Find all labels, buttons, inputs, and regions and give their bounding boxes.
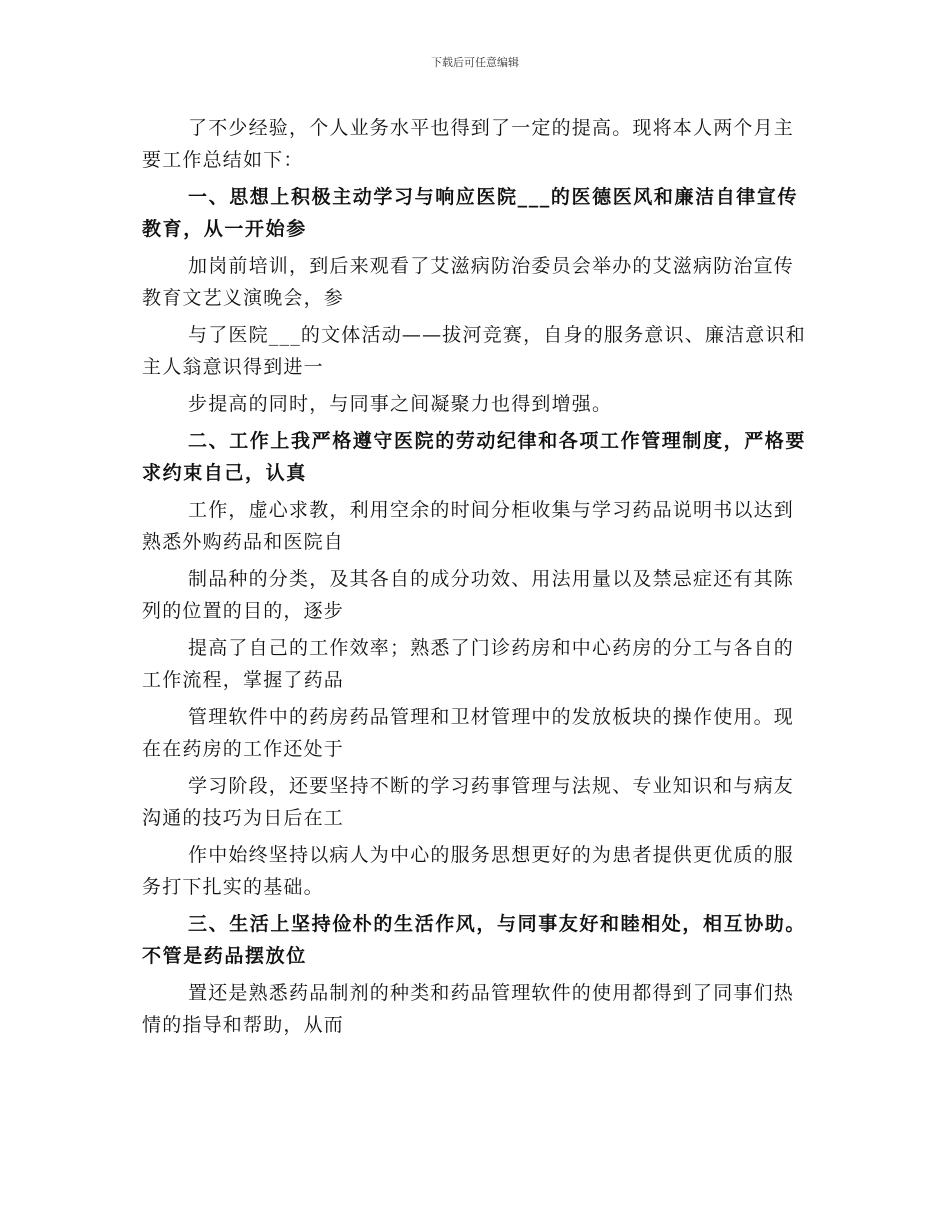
paragraph: 工作，虚心求教，利用空余的时间分柜收集与学习药品说明书以达到熟悉外购药品和医院自: [142, 499, 795, 553]
section-heading-paragraph: 三、生活上坚持俭朴的生活作风，与同事友好和睦相处，相互协助。不管是药品摆放位: [142, 913, 807, 967]
paragraph: 作中始终坚持以病人为中心的服务思想更好的为患者提供更优质的服务打下扎实的基础。: [142, 844, 795, 898]
paragraph: 了不少经验，个人业务水平也得到了一定的提高。现将本人两个月主要工作总结如下：: [142, 117, 795, 171]
paragraph: 与了医院___的文体活动——拔河竞赛，自身的服务意识、廉洁意识和主人翁意识得到进一: [142, 324, 806, 378]
page-header: 下载后可任意编辑: [431, 56, 519, 69]
paragraph: 制品种的分类，及其各自的成分功效、用法用量以及禁忌症还有其陈列的位置的目的，逐步: [142, 568, 795, 622]
paragraph: 步提高的同时，与同事之间凝聚力也得到增强。: [188, 393, 613, 415]
paragraph: 加岗前培训，到后来观看了艾滋病防治委员会举办的艾滋病防治宣传教育文艺义演晚会，参: [142, 255, 795, 309]
paragraph: 置还是熟悉药品制剂的种类和药品管理软件的使用都得到了同事们热情的指导和帮助，从而: [142, 982, 795, 1036]
paragraph: 提高了自己的工作效率；熟悉了门诊药房和中心药房的分工与各自的工作流程，掌握了药品: [142, 637, 795, 691]
paragraph: 管理软件中的药房药品管理和卫材管理中的发放板块的操作使用。现在在药房的工作还处于: [142, 706, 795, 760]
document-body: [142, 112, 814, 1046]
section-heading-paragraph: 二、工作上我严格遵守医院的劳动纪律和各项工作管理制度，严格要求约束自己，认真: [142, 430, 807, 484]
section-heading-paragraph: 一、思想上积极主动学习与响应医院___的医德医风和廉洁自律宣传教育，从一开始参: [142, 186, 799, 240]
paragraph: 学习阶段，还要坚持不断的学习药事管理与法规、专业知识和与病友沟通的技巧为日后在工: [142, 775, 795, 829]
